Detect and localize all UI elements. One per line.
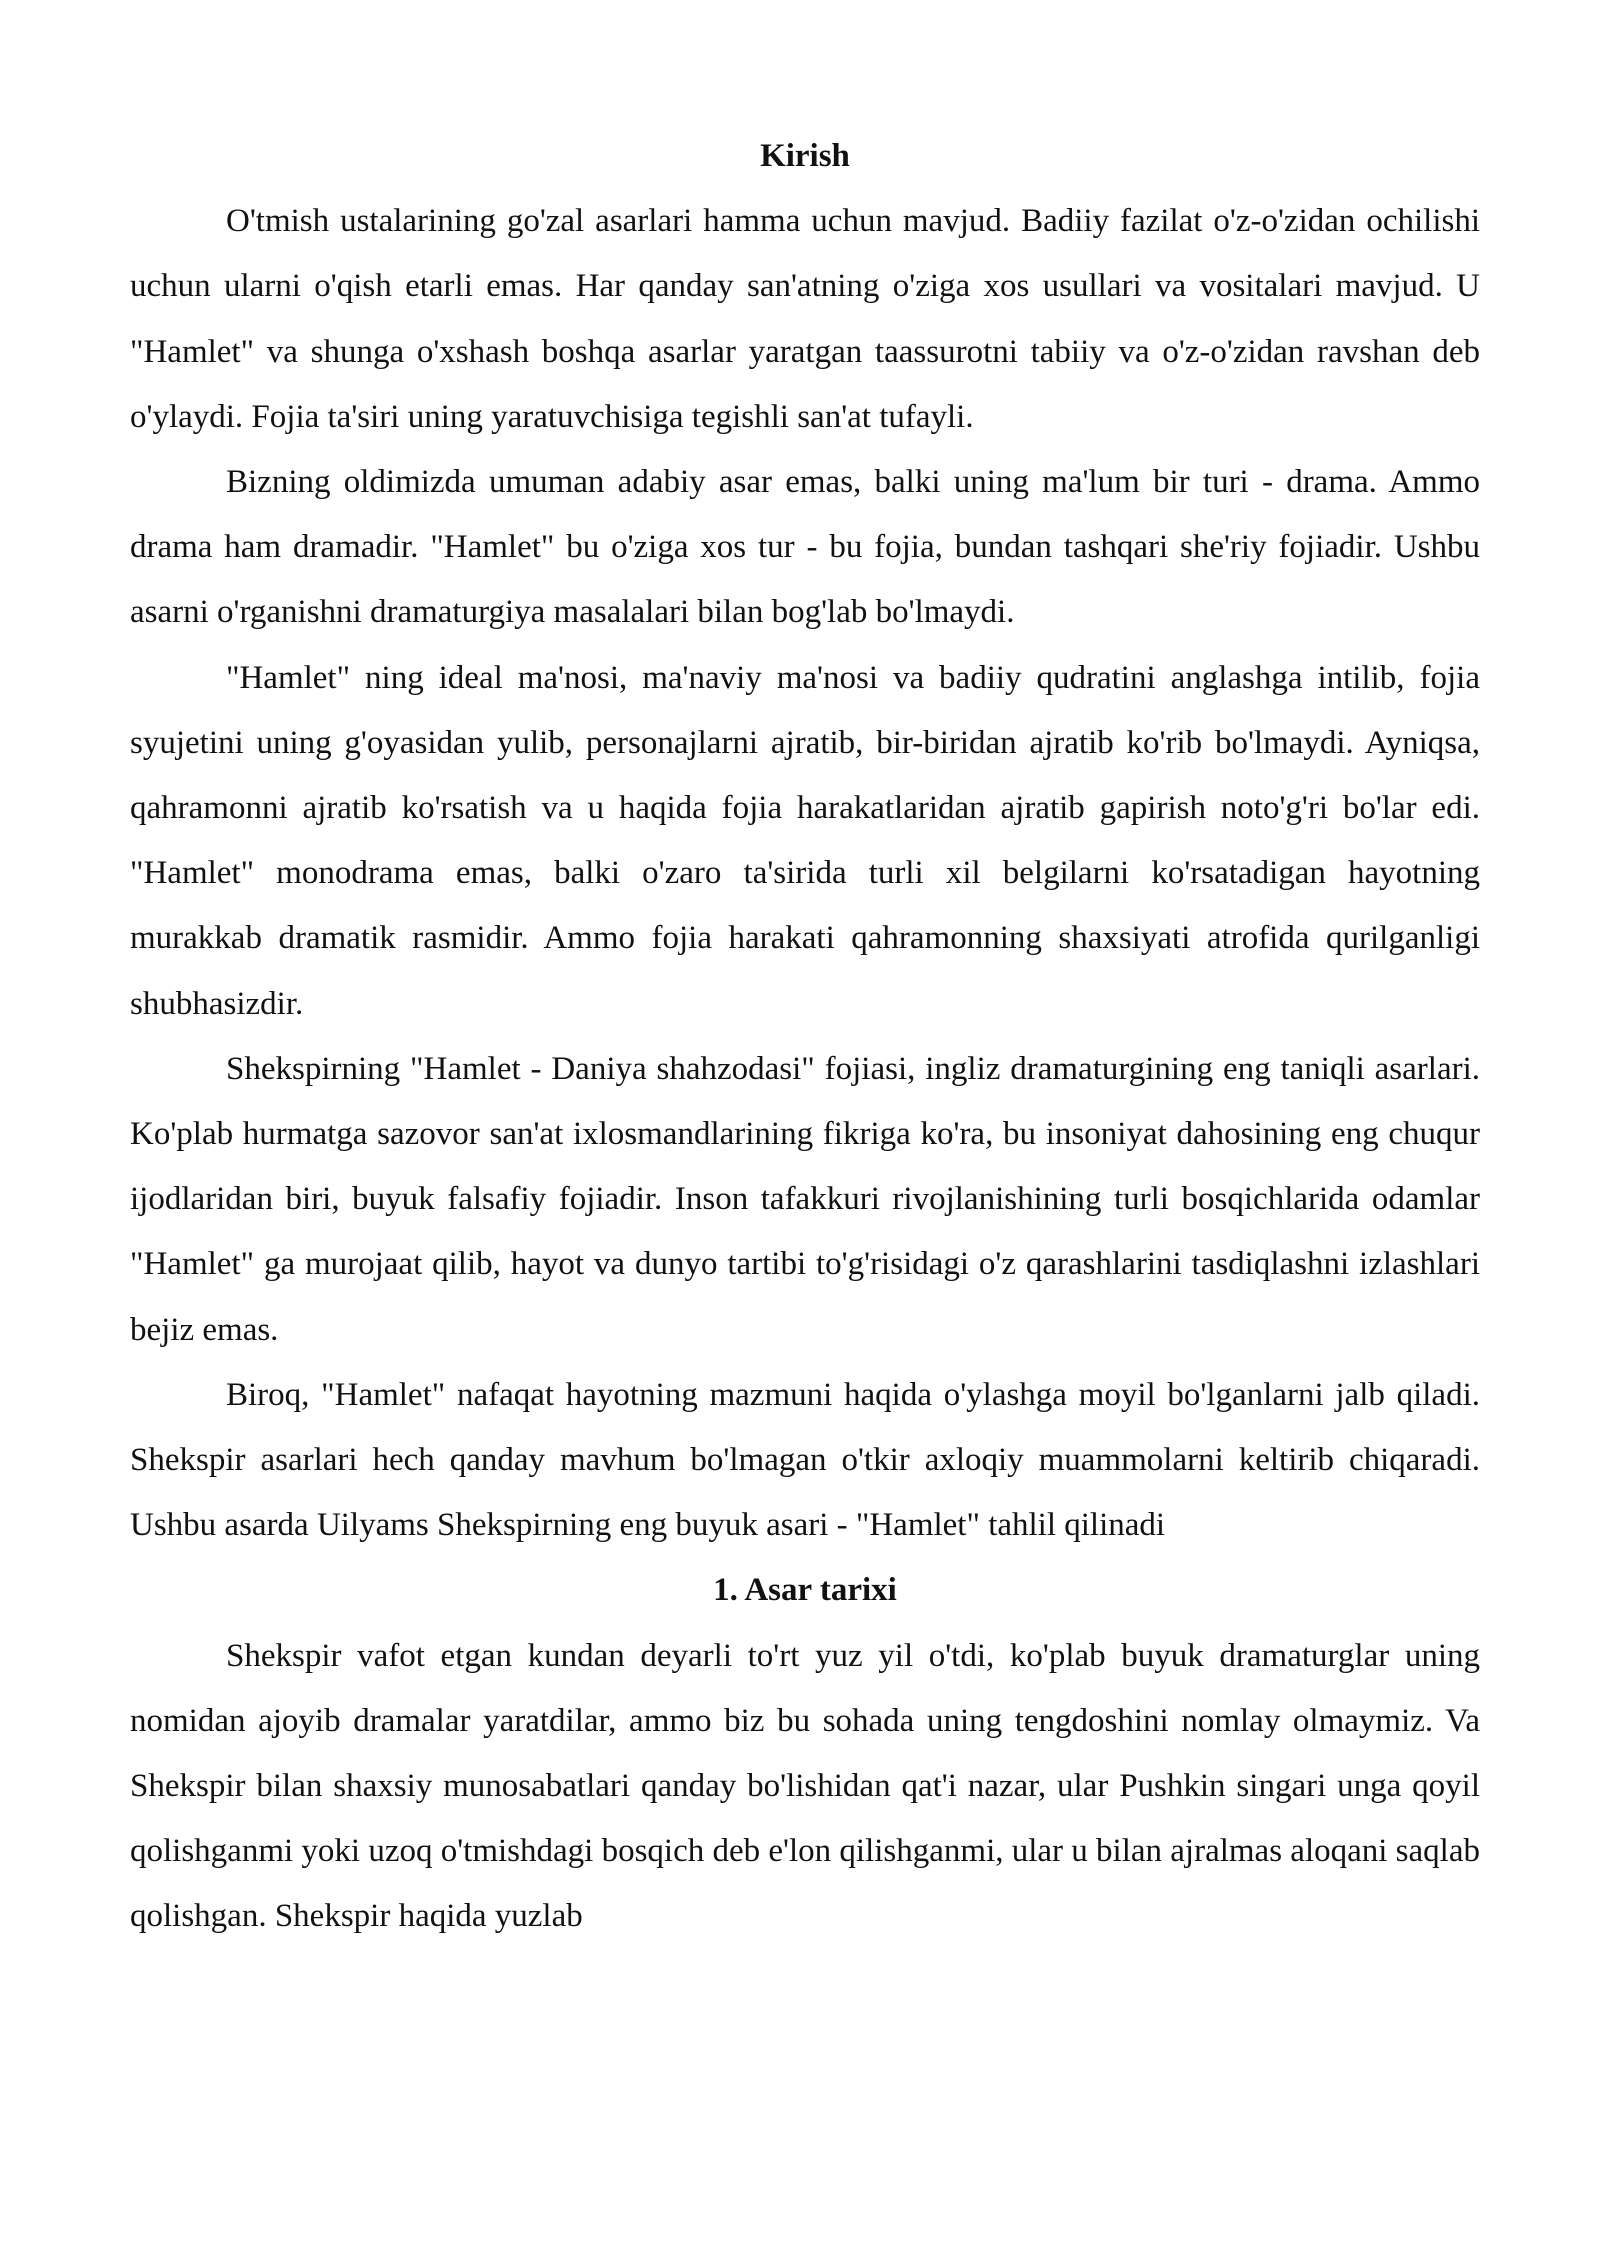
section-1-paragraph-1: Shekspir vafot etgan kundan deyarli to'rt yuz yil o'tdi, ko'plab buyuk dramaturglar uning nomidan ajoyib dramalar yaratdilar, ammo biz bu sohada uning tengdoshini nomlay olmaymiz. Va Shekspir bilan shaxsiy munosabatlari qanday bo'lishidan qat'i nazar, ular Pushkin singari unga qoyil qolishganmi yoki uzoq o'tmishdagi bosqich deb e'lon qilishganmi, ular u bilan ajralmas aloqani saqlab qolishgan. Shekspir haqida yuzlab [130,1637,1480,1935]
intro-paragraph-3: "Hamlet" ning ideal ma'nosi, ma'naviy ma'nosi va badiiy qudratini anglashga intilib, fojia syujetini uning g'oyasidan yulib, personajlarni ajratib, bir-biridan ajratib ko'rib bo'lmaydi. Ayniqsa, qahramonni ajratib ko'rsatish va u haqida fojia harakatlaridan ajratib gapirish noto'g'ri bo'lar edi. "Hamlet" monodrama emas, balki o'zaro ta'sirida turli xil belgilarni ko'rsatadigan hayotning murakkab dramatik rasmidir. Ammo fojia harakati qahramonning shaxsiyati atrofida qurilganligi shubhasizdir. [130,659,1480,1022]
intro-paragraph-1: O'tmish ustalarining go'zal asarlari hamma uchun mavjud. Badiiy fazilat o'z-o'zidan ochilishi uchun ularni o'qish etarli emas. Har qanday san'atning o'ziga xos usullari va vositalari mavjud. U "Hamlet" va shunga o'xshash boshqa asarlar yaratgan taassurotni tabiiy va o'z-o'zidan ravshan deb o'ylaydi. Fojia ta'siri uning yaratuvchisiga tegishli san'at tufayli. [130,203,1480,435]
intro-heading: Kirish [760,138,850,174]
section-1-heading: 1. Asar tarixi [713,1572,897,1609]
intro-paragraph-4: Shekspirning "Hamlet - Daniya shahzodasi" fojiasi, ingliz dramaturgining eng taniqli asarlari. Ko'plab hurmatga sazovor san'at ixlosmandlarining fikriga ko'ra, bu insoniyat dahosining eng chuqur ijodlaridan biri, buyuk falsafiy fojiadir. Inson tafakkuri rivojlanishining turli bosqichlarida odamlar "Hamlet" ga murojaat qilib, hayot va dunyo tartibi to'g'risidagi o'z qarashlarini tasdiqlashni izlashlari bejiz emas. [130,1050,1480,1348]
intro-paragraph-2: Bizning oldimizda umuman adabiy asar emas, balki uning ma'lum bir turi - drama. Ammo drama ham dramadir. "Hamlet" bu o'ziga xos tur - bu fojia, bundan tashqari she'riy fojiadir. Ushbu asarni o'rganishni dramaturgiya masalalari bilan bog'lab bo'lmaydi. [130,464,1480,631]
intro-paragraph-5: Biroq, "Hamlet" nafaqat hayotning mazmuni haqida o'ylashga moyil bo'lganlarni jalb qiladi. Shekspir asarlari hech qanday mavhum bo'lmagan o'tkir axloqiy muammolarni keltirib chiqaradi. Ushbu asarda Uilyams Shekspirning eng buyuk asari - "Hamlet" tahlil qilinadi [130,1376,1480,1544]
